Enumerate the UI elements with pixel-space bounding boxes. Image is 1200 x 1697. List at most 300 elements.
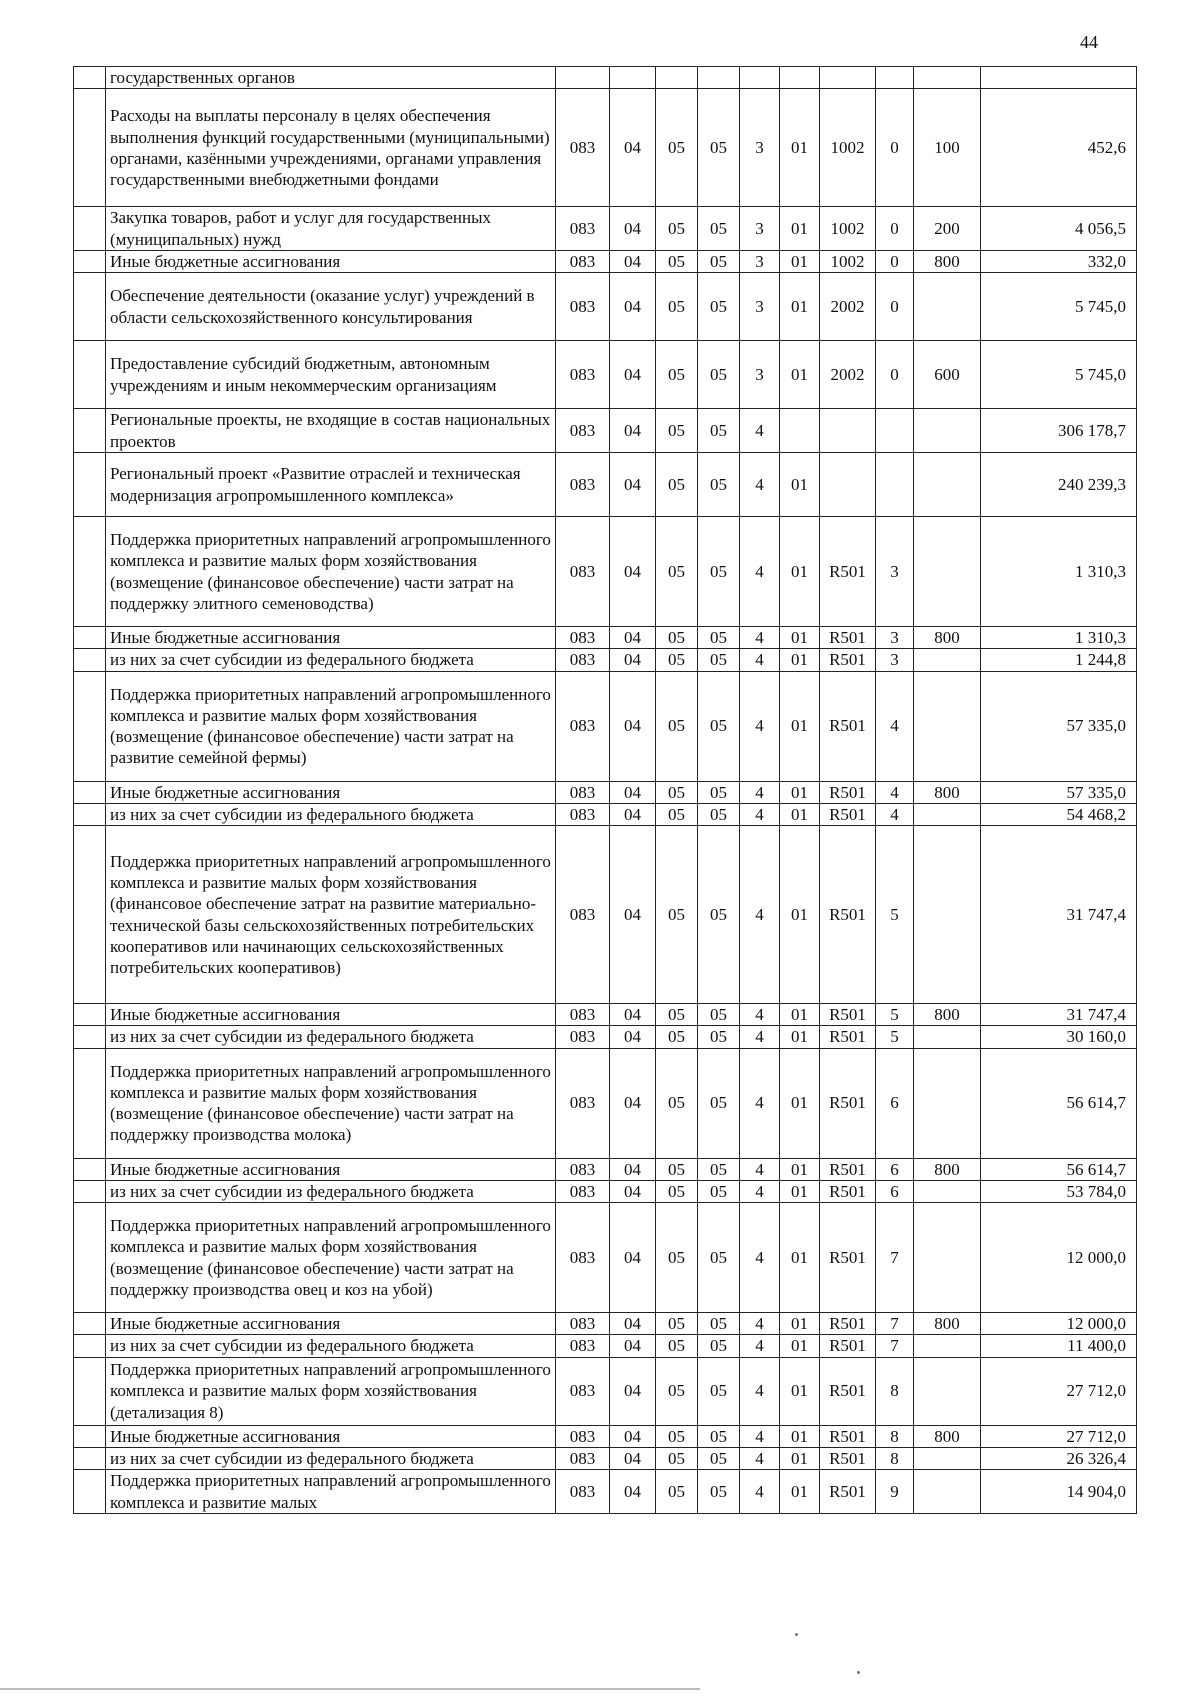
table-row <box>74 649 1137 671</box>
table-row <box>74 1004 1137 1026</box>
item-name-cell: Региональный проект «Развитие отраслей и техническая модернизация агропромышленного комплекса» <box>106 453 556 517</box>
code-cell-c1: 083 <box>556 781 610 803</box>
code-cell-c6: 01 <box>780 1357 820 1425</box>
code-cell-c4: 05 <box>698 1335 740 1357</box>
code-cell-c7: 2002 <box>820 341 876 409</box>
code-cell-c2: 04 <box>610 453 656 517</box>
item-name-cell: из них за счет субсидии из федерального бюджета <box>106 1335 556 1357</box>
row-index-cell <box>74 1335 106 1357</box>
code-cell-c5: 4 <box>740 649 780 671</box>
item-name-cell: Иные бюджетные ассигнования <box>106 1313 556 1335</box>
code-cell-c2: 04 <box>610 826 656 1004</box>
code-cell-c1: 083 <box>556 341 610 409</box>
table-row <box>74 207 1137 251</box>
code-cell-c3: 05 <box>656 453 698 517</box>
amount-cell: 5 745,0 <box>981 341 1137 409</box>
code-cell-c5: 4 <box>740 517 780 627</box>
code-cell-c6 <box>780 409 820 453</box>
code-cell-c7: R501 <box>820 1048 876 1158</box>
code-cell-c7: R501 <box>820 1335 876 1357</box>
code-cell-c6: 01 <box>780 1447 820 1469</box>
table-row <box>74 1048 1137 1158</box>
code-cell-c1 <box>556 67 610 89</box>
code-cell-c4: 05 <box>698 1203 740 1313</box>
code-cell-c3: 05 <box>656 1026 698 1048</box>
code-cell-c7: R501 <box>820 1203 876 1313</box>
table-row <box>74 341 1137 409</box>
code-cell-c5: 4 <box>740 1004 780 1026</box>
item-name-cell: Предоставление субсидий бюджетным, автономным учреждениям и иным некоммерческим организациям <box>106 341 556 409</box>
code-cell-c1: 083 <box>556 1203 610 1313</box>
code-cell-c2: 04 <box>610 803 656 825</box>
item-name-cell: Поддержка приоритетных направлений агропромышленного комплекса и развитие малых форм хозяйствования (возмещение (финансовое обеспечение) части затрат на развитие семейной фермы) <box>106 671 556 781</box>
item-name-cell: Поддержка приоритетных направлений агропромышленного комплекса и развитие малых форм хозяйствования (возмещение (финансовое обеспечение) части затрат на поддержку производства овец и коз на убой) <box>106 1203 556 1313</box>
code-cell-c9: 800 <box>914 627 981 649</box>
code-cell-c9 <box>914 1180 981 1202</box>
code-cell-c2: 04 <box>610 1425 656 1447</box>
row-index-cell <box>74 1447 106 1469</box>
code-cell-c3: 05 <box>656 409 698 453</box>
amount-cell: 452,6 <box>981 89 1137 207</box>
code-cell-c2: 04 <box>610 1203 656 1313</box>
table-row <box>74 671 1137 781</box>
code-cell-c3: 05 <box>656 1158 698 1180</box>
code-cell-c9 <box>914 273 981 341</box>
code-cell-c5: 4 <box>740 781 780 803</box>
code-cell-c3: 05 <box>656 273 698 341</box>
code-cell-c2: 04 <box>610 1313 656 1335</box>
code-cell-c5: 4 <box>740 1447 780 1469</box>
code-cell-c8 <box>876 453 914 517</box>
code-cell-c9 <box>914 1048 981 1158</box>
code-cell-c5: 4 <box>740 1180 780 1202</box>
code-cell-c4: 05 <box>698 1313 740 1335</box>
code-cell-c1: 083 <box>556 649 610 671</box>
code-cell-c4: 05 <box>698 207 740 251</box>
code-cell-c2: 04 <box>610 649 656 671</box>
code-cell-c8: 6 <box>876 1048 914 1158</box>
code-cell-c4: 05 <box>698 1425 740 1447</box>
code-cell-c6: 01 <box>780 1203 820 1313</box>
code-cell-c7: 1002 <box>820 207 876 251</box>
code-cell-c4: 05 <box>698 250 740 272</box>
code-cell-c2: 04 <box>610 1048 656 1158</box>
code-cell-c5: 4 <box>740 1357 780 1425</box>
item-name-cell: Иные бюджетные ассигнования <box>106 1425 556 1447</box>
code-cell-c6: 01 <box>780 1004 820 1026</box>
code-cell-c3: 05 <box>656 627 698 649</box>
code-cell-c2: 04 <box>610 1470 656 1514</box>
code-cell-c5: 3 <box>740 250 780 272</box>
code-cell-c3 <box>656 67 698 89</box>
code-cell-c4: 05 <box>698 409 740 453</box>
code-cell-c9 <box>914 803 981 825</box>
code-cell-c3: 05 <box>656 649 698 671</box>
item-name-cell: Закупка товаров, работ и услуг для государственных (муниципальных) нужд <box>106 207 556 251</box>
amount-cell: 57 335,0 <box>981 671 1137 781</box>
code-cell-c8: 0 <box>876 207 914 251</box>
code-cell-c2: 04 <box>610 517 656 627</box>
amount-cell: 11 400,0 <box>981 1335 1137 1357</box>
code-cell-c5: 3 <box>740 273 780 341</box>
item-name-cell: из них за счет субсидии из федерального бюджета <box>106 649 556 671</box>
code-cell-c4: 05 <box>698 1357 740 1425</box>
code-cell-c1: 083 <box>556 207 610 251</box>
code-cell-c7: R501 <box>820 803 876 825</box>
amount-cell: 56 614,7 <box>981 1048 1137 1158</box>
code-cell-c8: 5 <box>876 1004 914 1026</box>
code-cell-c8: 3 <box>876 517 914 627</box>
row-index-cell <box>74 1470 106 1514</box>
table-row <box>74 803 1137 825</box>
item-name-cell: Поддержка приоритетных направлений агропромышленного комплекса и развитие малых форм хозяйствования (возмещение (финансовое обеспечение) части затрат на поддержку элитного семеноводства) <box>106 517 556 627</box>
code-cell-c8: 4 <box>876 781 914 803</box>
code-cell-c5: 3 <box>740 89 780 207</box>
code-cell-c2: 04 <box>610 1447 656 1469</box>
code-cell-c9 <box>914 409 981 453</box>
code-cell-c4: 05 <box>698 1470 740 1514</box>
amount-cell: 31 747,4 <box>981 826 1137 1004</box>
code-cell-c3: 05 <box>656 517 698 627</box>
code-cell-c2: 04 <box>610 627 656 649</box>
code-cell-c5: 4 <box>740 1313 780 1335</box>
code-cell-c8: 0 <box>876 273 914 341</box>
code-cell-c9: 800 <box>914 1425 981 1447</box>
code-cell-c4: 05 <box>698 1026 740 1048</box>
row-index-cell <box>74 1313 106 1335</box>
amount-cell: 12 000,0 <box>981 1313 1137 1335</box>
amount-cell: 53 784,0 <box>981 1180 1137 1202</box>
table-row <box>74 1158 1137 1180</box>
code-cell-c9: 600 <box>914 341 981 409</box>
code-cell-c4: 05 <box>698 1180 740 1202</box>
code-cell-c9 <box>914 1447 981 1469</box>
amount-cell: 30 160,0 <box>981 1026 1137 1048</box>
code-cell-c8: 7 <box>876 1335 914 1357</box>
code-cell-c5: 4 <box>740 1335 780 1357</box>
code-cell-c8: 0 <box>876 341 914 409</box>
code-cell-c3: 05 <box>656 1335 698 1357</box>
code-cell-c9 <box>914 826 981 1004</box>
table-row <box>74 273 1137 341</box>
code-cell-c2: 04 <box>610 409 656 453</box>
code-cell-c9: 800 <box>914 1313 981 1335</box>
table-row <box>74 1180 1137 1202</box>
code-cell-c8: 5 <box>876 826 914 1004</box>
code-cell-c1: 083 <box>556 517 610 627</box>
code-cell-c9 <box>914 1335 981 1357</box>
row-index-cell <box>74 409 106 453</box>
code-cell-c9: 800 <box>914 781 981 803</box>
amount-cell: 1 244,8 <box>981 649 1137 671</box>
code-cell-c6: 01 <box>780 1048 820 1158</box>
code-cell-c7: R501 <box>820 781 876 803</box>
code-cell-c9 <box>914 671 981 781</box>
code-cell-c1: 083 <box>556 1048 610 1158</box>
code-cell-c3: 05 <box>656 1203 698 1313</box>
amount-cell: 54 468,2 <box>981 803 1137 825</box>
code-cell-c6: 01 <box>780 1026 820 1048</box>
code-cell-c1: 083 <box>556 409 610 453</box>
code-cell-c3: 05 <box>656 341 698 409</box>
item-name-cell: из них за счет субсидии из федерального бюджета <box>106 1026 556 1048</box>
code-cell-c3: 05 <box>656 1470 698 1514</box>
code-cell-c5: 4 <box>740 1026 780 1048</box>
item-name-cell: Поддержка приоритетных направлений агропромышленного комплекса и развитие малых форм хозяйствования (детализация 8) <box>106 1357 556 1425</box>
code-cell-c9: 800 <box>914 1004 981 1026</box>
code-cell-c3: 05 <box>656 250 698 272</box>
page-number: 44 <box>1080 32 1098 52</box>
code-cell-c1: 083 <box>556 1447 610 1469</box>
code-cell-c9 <box>914 453 981 517</box>
table-row <box>74 627 1137 649</box>
code-cell-c6: 01 <box>780 627 820 649</box>
code-cell-c4: 05 <box>698 1048 740 1158</box>
row-index-cell <box>74 649 106 671</box>
item-name-cell: Иные бюджетные ассигнования <box>106 627 556 649</box>
code-cell-c6: 01 <box>780 1180 820 1202</box>
code-cell-c8: 9 <box>876 1470 914 1514</box>
code-cell-c4: 05 <box>698 1158 740 1180</box>
code-cell-c1: 083 <box>556 1335 610 1357</box>
row-index-cell <box>74 1425 106 1447</box>
item-name-cell: из них за счет субсидии из федерального бюджета <box>106 1180 556 1202</box>
row-index-cell <box>74 67 106 89</box>
code-cell-c2: 04 <box>610 1158 656 1180</box>
amount-cell: 56 614,7 <box>981 1158 1137 1180</box>
code-cell-c2: 04 <box>610 250 656 272</box>
table-row <box>74 781 1137 803</box>
code-cell-c9: 200 <box>914 207 981 251</box>
code-cell-c3: 05 <box>656 1357 698 1425</box>
code-cell-c8: 8 <box>876 1357 914 1425</box>
code-cell-c6: 01 <box>780 1158 820 1180</box>
code-cell-c1: 083 <box>556 1425 610 1447</box>
code-cell-c7: 2002 <box>820 273 876 341</box>
table-row <box>74 1335 1137 1357</box>
code-cell-c4: 05 <box>698 781 740 803</box>
code-cell-c6: 01 <box>780 517 820 627</box>
code-cell-c5: 4 <box>740 1048 780 1158</box>
code-cell-c5: 3 <box>740 341 780 409</box>
code-cell-c7: R501 <box>820 1180 876 1202</box>
code-cell-c1: 083 <box>556 1470 610 1514</box>
code-cell-c6: 01 <box>780 341 820 409</box>
amount-cell: 14 904,0 <box>981 1470 1137 1514</box>
code-cell-c8: 3 <box>876 627 914 649</box>
code-cell-c4: 05 <box>698 627 740 649</box>
code-cell-c4: 05 <box>698 803 740 825</box>
code-cell-c9 <box>914 67 981 89</box>
item-name-cell: Поддержка приоритетных направлений агропромышленного комплекса и развитие малых форм хозяйствования (возмещение (финансовое обеспечение) части затрат на поддержку производства молока) <box>106 1048 556 1158</box>
code-cell-c3: 05 <box>656 89 698 207</box>
code-cell-c5: 4 <box>740 1203 780 1313</box>
code-cell-c1: 083 <box>556 453 610 517</box>
code-cell-c1: 083 <box>556 1357 610 1425</box>
code-cell-c9 <box>914 1357 981 1425</box>
code-cell-c5: 4 <box>740 671 780 781</box>
code-cell-c5: 3 <box>740 207 780 251</box>
code-cell-c2: 04 <box>610 1357 656 1425</box>
code-cell-c6: 01 <box>780 1425 820 1447</box>
code-cell-c8 <box>876 409 914 453</box>
code-cell-c5: 4 <box>740 803 780 825</box>
code-cell-c9 <box>914 517 981 627</box>
code-cell-c6: 01 <box>780 826 820 1004</box>
code-cell-c7: R501 <box>820 627 876 649</box>
item-name-cell: Иные бюджетные ассигнования <box>106 781 556 803</box>
code-cell-c8: 8 <box>876 1447 914 1469</box>
code-cell-c7: R501 <box>820 1026 876 1048</box>
code-cell-c6: 01 <box>780 1470 820 1514</box>
code-cell-c1: 083 <box>556 1026 610 1048</box>
code-cell-c4: 05 <box>698 671 740 781</box>
scan-edge-line <box>0 1688 700 1690</box>
code-cell-c4: 05 <box>698 1004 740 1026</box>
code-cell-c5: 4 <box>740 1470 780 1514</box>
code-cell-c2: 04 <box>610 1026 656 1048</box>
code-cell-c8: 7 <box>876 1203 914 1313</box>
table-row <box>74 89 1137 207</box>
code-cell-c4: 05 <box>698 517 740 627</box>
scan-speck <box>795 1633 798 1636</box>
row-index-cell <box>74 1026 106 1048</box>
code-cell-c3: 05 <box>656 803 698 825</box>
item-name-cell: Поддержка приоритетных направлений агропромышленного комплекса и развитие малых форм хозяйствования (финансовое обеспечение затрат на развитие материально-технической базы сельскохозяйственных потребительских кооперативов или начинающих сельскохозяйственных потребительских кооперативов) <box>106 826 556 1004</box>
code-cell-c7: R501 <box>820 1470 876 1514</box>
code-cell-c1: 083 <box>556 671 610 781</box>
amount-cell: 26 326,4 <box>981 1447 1137 1469</box>
code-cell-c6: 01 <box>780 1313 820 1335</box>
code-cell-c6: 01 <box>780 781 820 803</box>
code-cell-c2: 04 <box>610 207 656 251</box>
table-row <box>74 409 1137 453</box>
code-cell-c6: 01 <box>780 207 820 251</box>
code-cell-c8: 6 <box>876 1158 914 1180</box>
code-cell-c8 <box>876 67 914 89</box>
code-cell-c1: 083 <box>556 250 610 272</box>
code-cell-c1: 083 <box>556 89 610 207</box>
code-cell-c8: 7 <box>876 1313 914 1335</box>
table-row <box>74 1203 1137 1313</box>
code-cell-c3: 05 <box>656 671 698 781</box>
row-index-cell <box>74 273 106 341</box>
code-cell-c3: 05 <box>656 781 698 803</box>
amount-cell: 240 239,3 <box>981 453 1137 517</box>
item-name-cell: из них за счет субсидии из федерального бюджета <box>106 1447 556 1469</box>
code-cell-c2: 04 <box>610 1180 656 1202</box>
code-cell-c9: 800 <box>914 1158 981 1180</box>
table-row <box>74 517 1137 627</box>
code-cell-c9: 800 <box>914 250 981 272</box>
row-index-cell <box>74 207 106 251</box>
amount-cell: 4 056,5 <box>981 207 1137 251</box>
code-cell-c1: 083 <box>556 1313 610 1335</box>
item-name-cell: Иные бюджетные ассигнования <box>106 1004 556 1026</box>
code-cell-c7: 1002 <box>820 89 876 207</box>
code-cell-c6: 01 <box>780 453 820 517</box>
amount-cell <box>981 67 1137 89</box>
code-cell-c5: 4 <box>740 409 780 453</box>
amount-cell: 1 310,3 <box>981 627 1137 649</box>
code-cell-c2 <box>610 67 656 89</box>
code-cell-c2: 04 <box>610 273 656 341</box>
code-cell-c1: 083 <box>556 1158 610 1180</box>
amount-cell: 27 712,0 <box>981 1357 1137 1425</box>
table-row <box>74 1425 1137 1447</box>
code-cell-c1: 083 <box>556 1180 610 1202</box>
code-cell-c5: 4 <box>740 1158 780 1180</box>
table-row <box>74 1026 1137 1048</box>
code-cell-c7 <box>820 453 876 517</box>
code-cell-c9 <box>914 1470 981 1514</box>
code-cell-c8: 5 <box>876 1026 914 1048</box>
amount-cell: 57 335,0 <box>981 781 1137 803</box>
table-row <box>74 1470 1137 1514</box>
code-cell-c4: 05 <box>698 89 740 207</box>
code-cell-c8: 4 <box>876 803 914 825</box>
table-row <box>74 453 1137 517</box>
item-name-cell: Иные бюджетные ассигнования <box>106 1158 556 1180</box>
row-index-cell <box>74 1004 106 1026</box>
code-cell-c4: 05 <box>698 826 740 1004</box>
table-row <box>74 250 1137 272</box>
code-cell-c3: 05 <box>656 1048 698 1158</box>
code-cell-c5: 4 <box>740 826 780 1004</box>
code-cell-c1: 083 <box>556 803 610 825</box>
row-index-cell <box>74 453 106 517</box>
code-cell-c7: R501 <box>820 1447 876 1469</box>
code-cell-c6: 01 <box>780 273 820 341</box>
code-cell-c7: R501 <box>820 826 876 1004</box>
code-cell-c2: 04 <box>610 1004 656 1026</box>
code-cell-c2: 04 <box>610 1335 656 1357</box>
code-cell-c1: 083 <box>556 1004 610 1026</box>
item-name-cell: Расходы на выплаты персоналу в целях обеспечения выполнения функций государственными (муниципальными) органами, казёнными учреждениями, органами управления государственными внебюджетными фондами <box>106 89 556 207</box>
item-name-cell: Иные бюджетные ассигнования <box>106 250 556 272</box>
code-cell-c4 <box>698 67 740 89</box>
code-cell-c7: R501 <box>820 517 876 627</box>
item-name-cell: Поддержка приоритетных направлений агропромышленного комплекса и развитие малых <box>106 1470 556 1514</box>
row-index-cell <box>74 250 106 272</box>
row-index-cell <box>74 671 106 781</box>
row-index-cell <box>74 1048 106 1158</box>
code-cell-c6: 01 <box>780 671 820 781</box>
code-cell-c6: 01 <box>780 250 820 272</box>
row-index-cell <box>74 803 106 825</box>
scan-speck <box>857 1671 860 1674</box>
code-cell-c6 <box>780 67 820 89</box>
row-index-cell <box>74 826 106 1004</box>
code-cell-c3: 05 <box>656 1313 698 1335</box>
code-cell-c5 <box>740 67 780 89</box>
code-cell-c7: 1002 <box>820 250 876 272</box>
code-cell-c7: R501 <box>820 1313 876 1335</box>
code-cell-c5: 4 <box>740 1425 780 1447</box>
code-cell-c9 <box>914 649 981 671</box>
code-cell-c7 <box>820 67 876 89</box>
code-cell-c4: 05 <box>698 273 740 341</box>
row-index-cell <box>74 1203 106 1313</box>
item-name-cell: Региональные проекты, не входящие в состав национальных проектов <box>106 409 556 453</box>
code-cell-c9: 100 <box>914 89 981 207</box>
code-cell-c8: 0 <box>876 89 914 207</box>
table-row <box>74 826 1137 1004</box>
row-index-cell <box>74 1357 106 1425</box>
code-cell-c9 <box>914 1203 981 1313</box>
code-cell-c3: 05 <box>656 826 698 1004</box>
table-row <box>74 1357 1137 1425</box>
